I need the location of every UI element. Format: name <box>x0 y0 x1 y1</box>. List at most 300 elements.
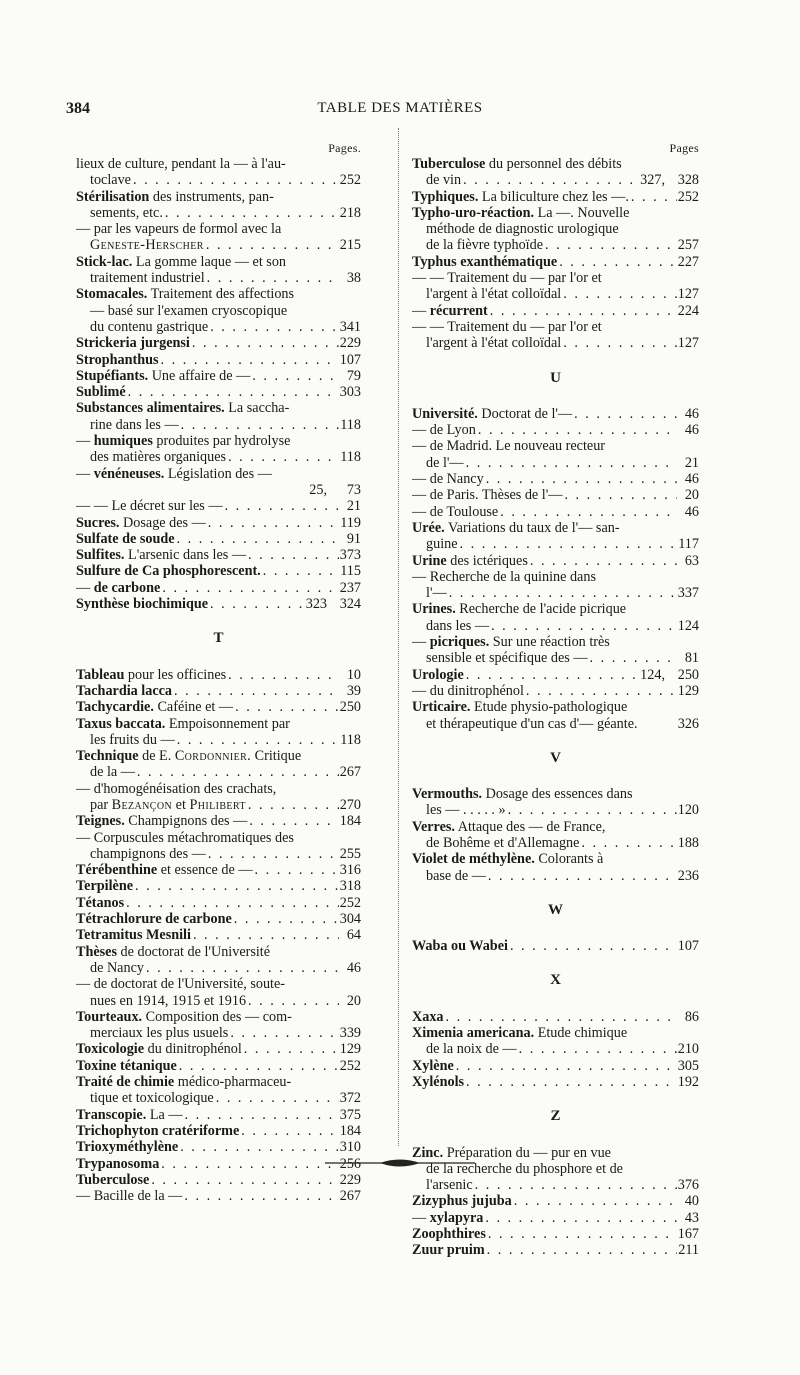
section-letter: X <box>550 972 561 989</box>
entry-label: Variations du taux de l'— san- <box>444 519 620 536</box>
entry-keyword: Zizyphus jujuba <box>412 1193 512 1210</box>
entry-keyword: Vermouths. <box>412 786 483 803</box>
entry-text <box>76 433 290 449</box>
page-ref: 224 <box>677 302 699 319</box>
entry-label: Recherche de l'acide picrique <box>455 601 627 618</box>
section-letter: Z <box>550 1108 561 1125</box>
leader-dots <box>486 1226 677 1242</box>
page-ref: 115 <box>340 563 361 580</box>
entry-keyword: Ximenia americana. <box>412 1025 535 1042</box>
entry-label: — Bacille de la — <box>76 1188 183 1205</box>
entry-text <box>412 406 572 422</box>
entry-keyword: humiques <box>93 433 153 450</box>
entry-text <box>76 368 250 384</box>
entry-text <box>412 270 602 286</box>
index-entry <box>412 286 699 302</box>
entry-text <box>90 172 131 188</box>
leader-dots <box>629 189 677 205</box>
entry-label: Dosage des essences dans <box>482 786 633 803</box>
index-entry <box>76 1074 361 1090</box>
page-ref: 375 <box>339 1106 361 1123</box>
author-name: Cordonnier. <box>174 748 252 765</box>
leader-dots <box>226 449 339 465</box>
index-entry <box>412 938 699 954</box>
index-entry <box>76 466 361 482</box>
entry-text <box>90 1090 214 1106</box>
index-entry <box>76 993 361 1009</box>
page-ref: 252 <box>339 894 361 911</box>
leader-dots <box>208 596 305 612</box>
entry-label: de doctorat de l'Université <box>117 943 271 960</box>
leader-dots <box>190 335 339 351</box>
entry-keyword: Taxus baccata. <box>76 715 166 732</box>
entry-keyword: Zinc. <box>412 1144 444 1161</box>
index-entry <box>76 531 361 547</box>
index-entry <box>412 650 699 666</box>
entry-label: — <box>76 465 94 482</box>
index-entry <box>76 1090 361 1106</box>
index-entry <box>412 1041 699 1057</box>
entry-text <box>426 868 486 884</box>
index-entry <box>76 498 361 514</box>
entry-text <box>412 1226 486 1242</box>
page-ref: 304 <box>339 911 361 928</box>
entry-text <box>76 1074 291 1090</box>
page-ref: 81 <box>684 650 699 667</box>
entry-text <box>76 1123 239 1139</box>
page-ref: 267 <box>339 1188 361 1205</box>
entry-keyword: Typhus exanthématique <box>412 253 558 270</box>
index-entry <box>76 911 361 927</box>
index-entry <box>412 553 699 569</box>
page-ref: 118 <box>340 449 361 466</box>
index-entry <box>76 862 361 878</box>
page-ref: 38 <box>346 270 361 287</box>
page-ref: 117 <box>678 536 699 553</box>
entry-label: les fruits du — <box>90 731 175 748</box>
entry-text <box>412 205 629 221</box>
page-ref: 63 <box>684 552 699 569</box>
page-ref: 39 <box>346 682 361 699</box>
entry-label: Etude chimique <box>534 1025 628 1042</box>
entry-text <box>90 270 205 286</box>
leader-dots <box>206 515 339 531</box>
end-ornament <box>325 1157 475 1169</box>
entry-text <box>76 1172 149 1188</box>
entry-keyword: Waba ou Wabei <box>412 938 508 955</box>
index-entry <box>412 406 699 422</box>
entry-text <box>76 580 160 596</box>
entry-label: et <box>172 796 190 813</box>
entry-text <box>76 352 159 368</box>
entry-keyword: Tétanos <box>76 894 125 911</box>
entry-keyword: Thèses <box>76 943 117 960</box>
entry-text <box>76 515 206 531</box>
index-entry <box>76 797 361 813</box>
leader-dots <box>247 813 339 829</box>
entry-label: de Nancy <box>90 959 144 976</box>
index-entry <box>76 254 361 270</box>
index-entry <box>76 716 361 732</box>
leader-dots <box>124 895 339 911</box>
leader-dots <box>476 422 677 438</box>
entry-label: — par les vapeurs de formol avec la <box>76 221 282 238</box>
entry-text <box>76 716 290 732</box>
index-list <box>412 156 699 1259</box>
leader-dots <box>512 1193 677 1209</box>
page-ref: 73 <box>346 481 361 498</box>
entry-text <box>90 205 163 221</box>
entry-text <box>76 699 233 715</box>
page-ref: 310 <box>339 1139 361 1156</box>
entry-keyword: Urée. <box>412 519 445 536</box>
page-number: 384 <box>66 100 90 117</box>
entry-text <box>426 455 464 471</box>
index-entry <box>412 205 699 221</box>
entry-text <box>76 1009 292 1025</box>
leader-dots <box>159 352 339 368</box>
leader-dots <box>178 1139 339 1155</box>
entry-keyword: Verres. <box>412 818 455 835</box>
leader-dots <box>561 286 677 302</box>
leader-dots <box>543 237 677 253</box>
entry-label: les — . . . . . » <box>426 802 506 819</box>
entry-label: — Corpuscules métachromatiques des <box>76 829 294 846</box>
index-entry <box>412 634 699 650</box>
page-ref: 46 <box>684 503 699 520</box>
entry-label: Traitement des affections <box>147 286 295 303</box>
leader-dots <box>208 319 339 335</box>
index-entry <box>76 172 361 188</box>
leader-dots <box>239 1123 339 1139</box>
entry-text <box>90 449 226 465</box>
entry-text <box>76 895 124 911</box>
index-entry <box>76 683 361 699</box>
index-entry <box>412 455 699 471</box>
entry-label: Critique <box>251 748 302 765</box>
page-ref: 237 <box>339 579 361 596</box>
entry-text <box>412 601 626 617</box>
page-ref: 376 <box>677 1177 699 1194</box>
index-entry <box>76 927 361 943</box>
leader-dots <box>454 1058 677 1074</box>
entry-label: et essence de — <box>157 862 253 879</box>
index-entry <box>76 895 361 911</box>
index-entry <box>412 868 699 884</box>
index-entry <box>76 764 361 780</box>
entry-label: Composition des — com- <box>142 1008 292 1025</box>
entry-text <box>76 976 285 992</box>
index-entry <box>76 515 361 531</box>
index-entry <box>412 835 699 851</box>
entry-keyword: Urine <box>412 552 447 569</box>
index-entry <box>76 1139 361 1155</box>
leader-dots <box>557 254 677 270</box>
page-ref: 120 <box>677 802 699 819</box>
entry-keyword: récurrent <box>429 302 488 319</box>
entry-text <box>76 563 261 579</box>
entry-label: — <box>412 634 430 651</box>
leader-dots <box>473 1177 677 1193</box>
page-ref: 46 <box>346 959 361 976</box>
entry-text <box>426 237 543 253</box>
index-entry <box>76 156 361 172</box>
leader-dots <box>461 172 640 188</box>
index-entry <box>76 270 361 286</box>
entry-label: Une affaire de — <box>148 367 251 384</box>
page-ref: 43 <box>684 1209 699 1226</box>
running-title: TABLE DES MATIÈRES <box>317 100 483 116</box>
entry-keyword: Violet de méthylène. <box>412 851 535 868</box>
index-list <box>76 156 361 1204</box>
page-ref: 40 <box>684 1193 699 1210</box>
index-entry <box>76 205 361 221</box>
entry-text <box>412 786 633 802</box>
entry-label: Caféine et — <box>153 699 234 716</box>
index-entry <box>76 417 361 433</box>
entry-label: — de Toulouse <box>412 503 499 520</box>
leader-dots <box>179 417 339 433</box>
entry-text <box>426 650 588 666</box>
index-column-right <box>412 140 699 1259</box>
index-entry <box>76 368 361 384</box>
entry-label: sensible et spécifique des — <box>426 650 588 667</box>
entry-text <box>76 683 172 699</box>
page-ref: 373 <box>339 547 361 564</box>
index-entry <box>412 819 699 835</box>
entry-keyword: Tourteaux. <box>76 1008 143 1025</box>
index-entry <box>76 596 361 612</box>
index-entry <box>76 1188 361 1204</box>
entry-keyword: Strickeria jurgensi <box>76 335 190 352</box>
entry-label: La gomme laque — et son <box>132 253 287 270</box>
index-entry <box>412 601 699 617</box>
entry-keyword: Substances alimentaires. <box>76 400 225 417</box>
page-ref: 256 <box>339 1155 361 1172</box>
index-entry <box>412 254 699 270</box>
entry-label: — de Paris. Thèses de l'— <box>412 487 563 504</box>
entry-label: champignons des — <box>90 845 206 862</box>
page-ref: 10 <box>346 666 361 683</box>
entry-label: Sur une réaction très <box>489 634 610 651</box>
entry-keyword: picriques. <box>429 634 490 651</box>
entry-text <box>76 498 223 514</box>
index-entry <box>76 335 361 351</box>
entry-label: — <box>76 433 94 450</box>
leader-dots <box>246 797 339 813</box>
entry-label: La — <box>146 1106 183 1123</box>
entry-text <box>90 1025 228 1041</box>
entry-label: pour les officines <box>124 666 227 683</box>
entry-label: traitement industriel <box>90 270 205 287</box>
index-entry <box>76 352 361 368</box>
leader-dots <box>191 927 339 943</box>
page-ref: 270 <box>339 796 361 813</box>
page-ref: 25, <box>309 481 327 498</box>
leader-dots <box>182 1188 339 1204</box>
index-entry <box>412 471 699 487</box>
index-entry <box>76 482 361 498</box>
page-ref: 227 <box>677 253 699 270</box>
entry-label: de la recherche du phosphore et de <box>426 1160 623 1177</box>
leader-dots <box>175 531 339 547</box>
leader-dots <box>163 205 339 221</box>
entry-label: — de Madrid. Le nouveau recteur <box>412 438 606 455</box>
page-ref: 20 <box>684 487 699 504</box>
entry-label: Etude physio-pathologique <box>470 699 628 716</box>
entry-text <box>412 303 488 319</box>
leader-dots <box>561 335 677 351</box>
entry-text <box>412 254 557 270</box>
entry-text <box>76 1188 182 1204</box>
index-entry <box>76 189 361 205</box>
entry-keyword: xylapyra <box>429 1209 484 1226</box>
entry-keyword: Trypanosoma <box>76 1155 160 1172</box>
index-entry <box>412 221 699 237</box>
index-entry <box>76 944 361 960</box>
leader-dots <box>177 1058 339 1074</box>
entry-keyword: Sulfites. <box>76 547 125 564</box>
entry-text <box>76 466 272 482</box>
page-ref: 229 <box>339 1171 361 1188</box>
entry-label: des instruments, pan- <box>149 188 274 205</box>
index-entry <box>412 699 699 715</box>
page-ref: 129 <box>339 1041 361 1058</box>
leader-dots <box>458 536 677 552</box>
leader-dots <box>506 802 677 818</box>
index-entry <box>412 802 699 818</box>
entry-keyword: Typho-uro-réaction. <box>412 204 535 221</box>
index-entry <box>412 237 699 253</box>
entry-label: du contenu gastrique <box>90 318 209 335</box>
page-ref: 46 <box>684 405 699 422</box>
entry-label: et thérapeutique d'un cas d'— géante. <box>426 715 638 732</box>
leader-dots <box>253 862 339 878</box>
entry-label: — basé sur l'examen cryoscopique <box>90 302 288 319</box>
entry-text <box>90 319 208 335</box>
index-entry <box>412 422 699 438</box>
entry-text <box>412 634 610 650</box>
leader-dots <box>485 1242 677 1258</box>
entry-text <box>426 286 561 302</box>
index-entry <box>412 1009 699 1025</box>
entry-text <box>76 878 133 894</box>
entry-text <box>90 417 179 433</box>
entry-text <box>412 438 605 454</box>
entry-label: de la fièvre typhoïde <box>426 237 543 254</box>
index-entry <box>412 487 699 503</box>
entry-label: La biliculture chez les —. <box>478 188 629 205</box>
page-ref: 326 <box>677 715 699 732</box>
entry-text <box>426 1041 517 1057</box>
entry-text <box>412 819 605 835</box>
page-ref: 252 <box>677 188 699 205</box>
index-entry <box>412 319 699 335</box>
leader-dots <box>183 1107 339 1123</box>
column-divider <box>398 128 399 1146</box>
entry-text <box>76 1107 183 1123</box>
index-entry <box>412 585 699 601</box>
entry-label: — — Traitement du — par l'or et <box>412 270 602 287</box>
index-entry <box>412 851 699 867</box>
leader-dots <box>250 368 339 384</box>
page-ref: 64 <box>346 927 361 944</box>
page-ref: 46 <box>684 422 699 439</box>
entry-label: tique et toxicologique <box>90 1090 214 1107</box>
entry-text <box>90 960 144 976</box>
entry-keyword: Stomacales. <box>76 286 148 303</box>
page-ref: 46 <box>684 471 699 488</box>
entry-keyword: Urines. <box>412 601 456 618</box>
entry-text <box>412 683 524 699</box>
entry-label: — de Nancy <box>412 471 484 488</box>
page-ref: 257 <box>677 237 699 254</box>
page-ref: 328 <box>677 172 699 189</box>
entry-text <box>426 618 489 634</box>
entry-text <box>412 1058 454 1074</box>
entry-label: guine <box>426 536 458 553</box>
entry-text <box>412 553 528 569</box>
entry-label: l'argent à l'état colloïdal <box>426 335 562 352</box>
leader-dots <box>172 683 339 699</box>
index-entry <box>76 830 361 846</box>
entry-label: toclave <box>90 172 131 189</box>
page-ref: 341 <box>339 318 361 335</box>
entry-label: merciaux les plus usuels <box>90 1025 229 1042</box>
index-entry <box>412 270 699 286</box>
entry-label: Colorants à <box>534 851 604 868</box>
entry-text <box>412 851 603 867</box>
page-ref: 167 <box>677 1226 699 1243</box>
leader-dots <box>524 683 677 699</box>
page-ref: 255 <box>339 845 361 862</box>
page-ref: 339 <box>339 1025 361 1042</box>
entry-text <box>76 156 286 172</box>
page-ref: 20 <box>346 992 361 1009</box>
entry-keyword: Traité de chimie <box>76 1074 175 1091</box>
entry-label: de vin <box>426 172 462 189</box>
index-entry <box>76 960 361 976</box>
entry-label: produites par hydrolyse <box>152 433 291 450</box>
page-ref: 323 <box>305 596 327 613</box>
entry-keyword: Synthèse biochimique <box>76 596 209 613</box>
entry-label: sements, etc. <box>90 204 163 221</box>
entry-label: — — Le décret sur les — <box>76 498 223 515</box>
entry-text <box>76 781 276 797</box>
entry-label: de la noix de — <box>426 1041 517 1058</box>
page-ref: 119 <box>340 514 361 531</box>
entry-text <box>412 1210 483 1226</box>
leader-dots <box>144 960 339 976</box>
entry-text <box>412 569 596 585</box>
index-entry <box>412 504 699 520</box>
leader-dots <box>517 1041 677 1057</box>
page-ref: 250 <box>677 666 699 683</box>
pages-heading: Pages <box>669 141 699 155</box>
entry-keyword: Transcopie. <box>76 1106 147 1123</box>
page-ref: 316 <box>339 862 361 879</box>
entry-label: Doctorat de l'— <box>477 405 573 422</box>
index-entry <box>76 846 361 862</box>
entry-label: de E. <box>138 748 175 765</box>
entry-label: de l'— <box>426 454 464 471</box>
entry-keyword: Université. <box>412 405 478 422</box>
entry-text <box>76 667 226 683</box>
entry-label: l'arsenic <box>426 1177 473 1194</box>
index-column-left <box>76 140 361 1204</box>
entry-label: dans les — <box>426 617 490 634</box>
entry-label: Législation des — <box>164 465 272 482</box>
